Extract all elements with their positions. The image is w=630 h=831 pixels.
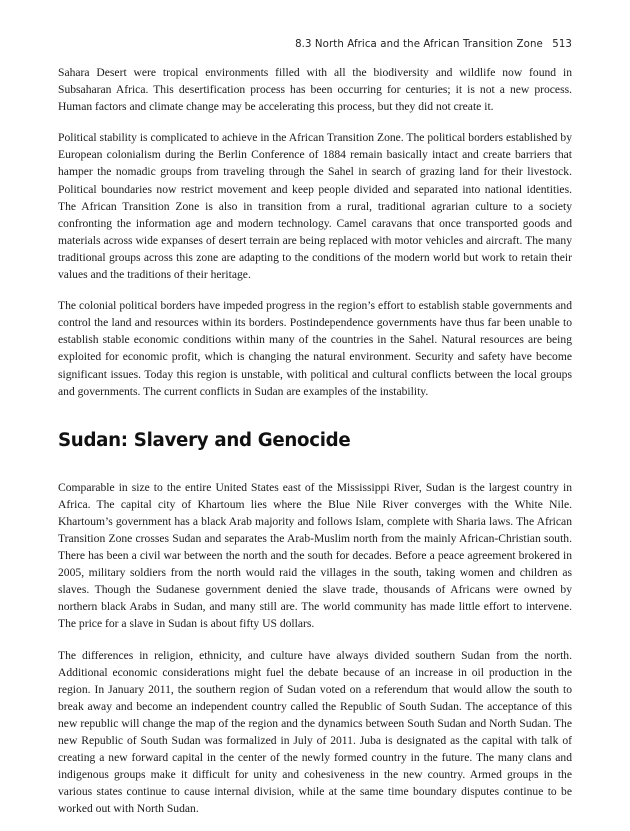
body-paragraph: Political stability is complicated to achieve in the African Transition Zone. The political borders established by European colonialism during the Berlin Conference of 1884 remain basically intact and create barriers that hamper the nomadic groups from traveling through the Sahel in search of grazing land for their livestock. Political boundaries now restrict movement and keep people divided and separated into national identities. The African Transition Zone is also in transition from a rural, traditional agrarian culture to a society confronting the information age and modern technology. Camel caravans that once transported goods and materials across wide expanses of desert terrain are being replaced with motor vehicles and aircraft. The many traditional groups across this zone are adapting to the conditions of the modern world but work to retain their values and the traditions of their heritage. bbox=[58, 131, 572, 282]
body-paragraph: The differences in religion, ethnicity, and culture have always divided southern Sudan from the north. Additional economic considerations might fuel the debate because of an increase in oil production in the region. In January 2011, the southern region of Sudan voted on a referendum that would allow the south to break away and become an independent country called the Republic of South Sudan. The acceptance of this new republic will change the map of the region and the dynamics between South Sudan and North Sudan. The new Republic of South Sudan was formalized in July of 2011. Juba is designated as the capital with talk of creating a new forward capital in the center of the newly formed country in the future. The many clans and indigenous groups make it difficult for unity and cohesiveness in the new country. Armed groups in the various states continue to cause internal division, while at the same time boundary disputes continue to be worked out with North Sudan. bbox=[58, 648, 572, 816]
running-header bbox=[295, 39, 572, 50]
page-number: 513 bbox=[552, 39, 572, 50]
section-heading: Sudan: Slavery and Genocide bbox=[58, 429, 351, 451]
body-paragraph: Comparable in size to the entire United States east of the Mississippi River, Sudan is the largest country in Africa. The capital city of Khartoum lies where the Blue Nile River converges with the White Nile. Khartoum’s government has a black Arab majority and follows Islam, complete with Sharia laws. The African Transition Zone crosses Sudan and separates the Arab-Muslim north from the mainly African-Christian south. There has been a civil war between the north and the south for decades. Before a peace agreement brokered in 2005, military soldiers from the north would raid the villages in the south, taking women and children as slaves. Though the Sudanese government denied the slave trade, thousands of Africans were owned by northern black Arabs in Sudan, and many still are. The world community has made little effort to intervene. The price for a slave in Sudan is about fifty US dollars. bbox=[58, 480, 572, 631]
header-section-title: 8.3 North Africa and the African Transition Zone bbox=[295, 39, 543, 50]
body-paragraph: The colonial political borders have impeded progress in the region’s effort to establish stable governments and control the land and resources within its borders. Postindependence governments have thus far been unable to establish stable economic conditions within many of the countries in the Sahel. Natural resources are being exploited for economic profit, which is changing the natural environment. Security and safety have become significant issues. Today this region is unstable, with political and cultural conflicts between the local groups and governments. The current conflicts in Sudan are examples of the instability. bbox=[58, 299, 572, 398]
body-paragraph: Sahara Desert were tropical environments filled with all the biodiversity and wildlife now found in Subsaharan Africa. This desertification process has been occurring for centuries; it is not a new process. Human factors and climate change may be accelerating this process, but they did not create it. bbox=[58, 66, 572, 114]
page-body bbox=[58, 64, 572, 831]
